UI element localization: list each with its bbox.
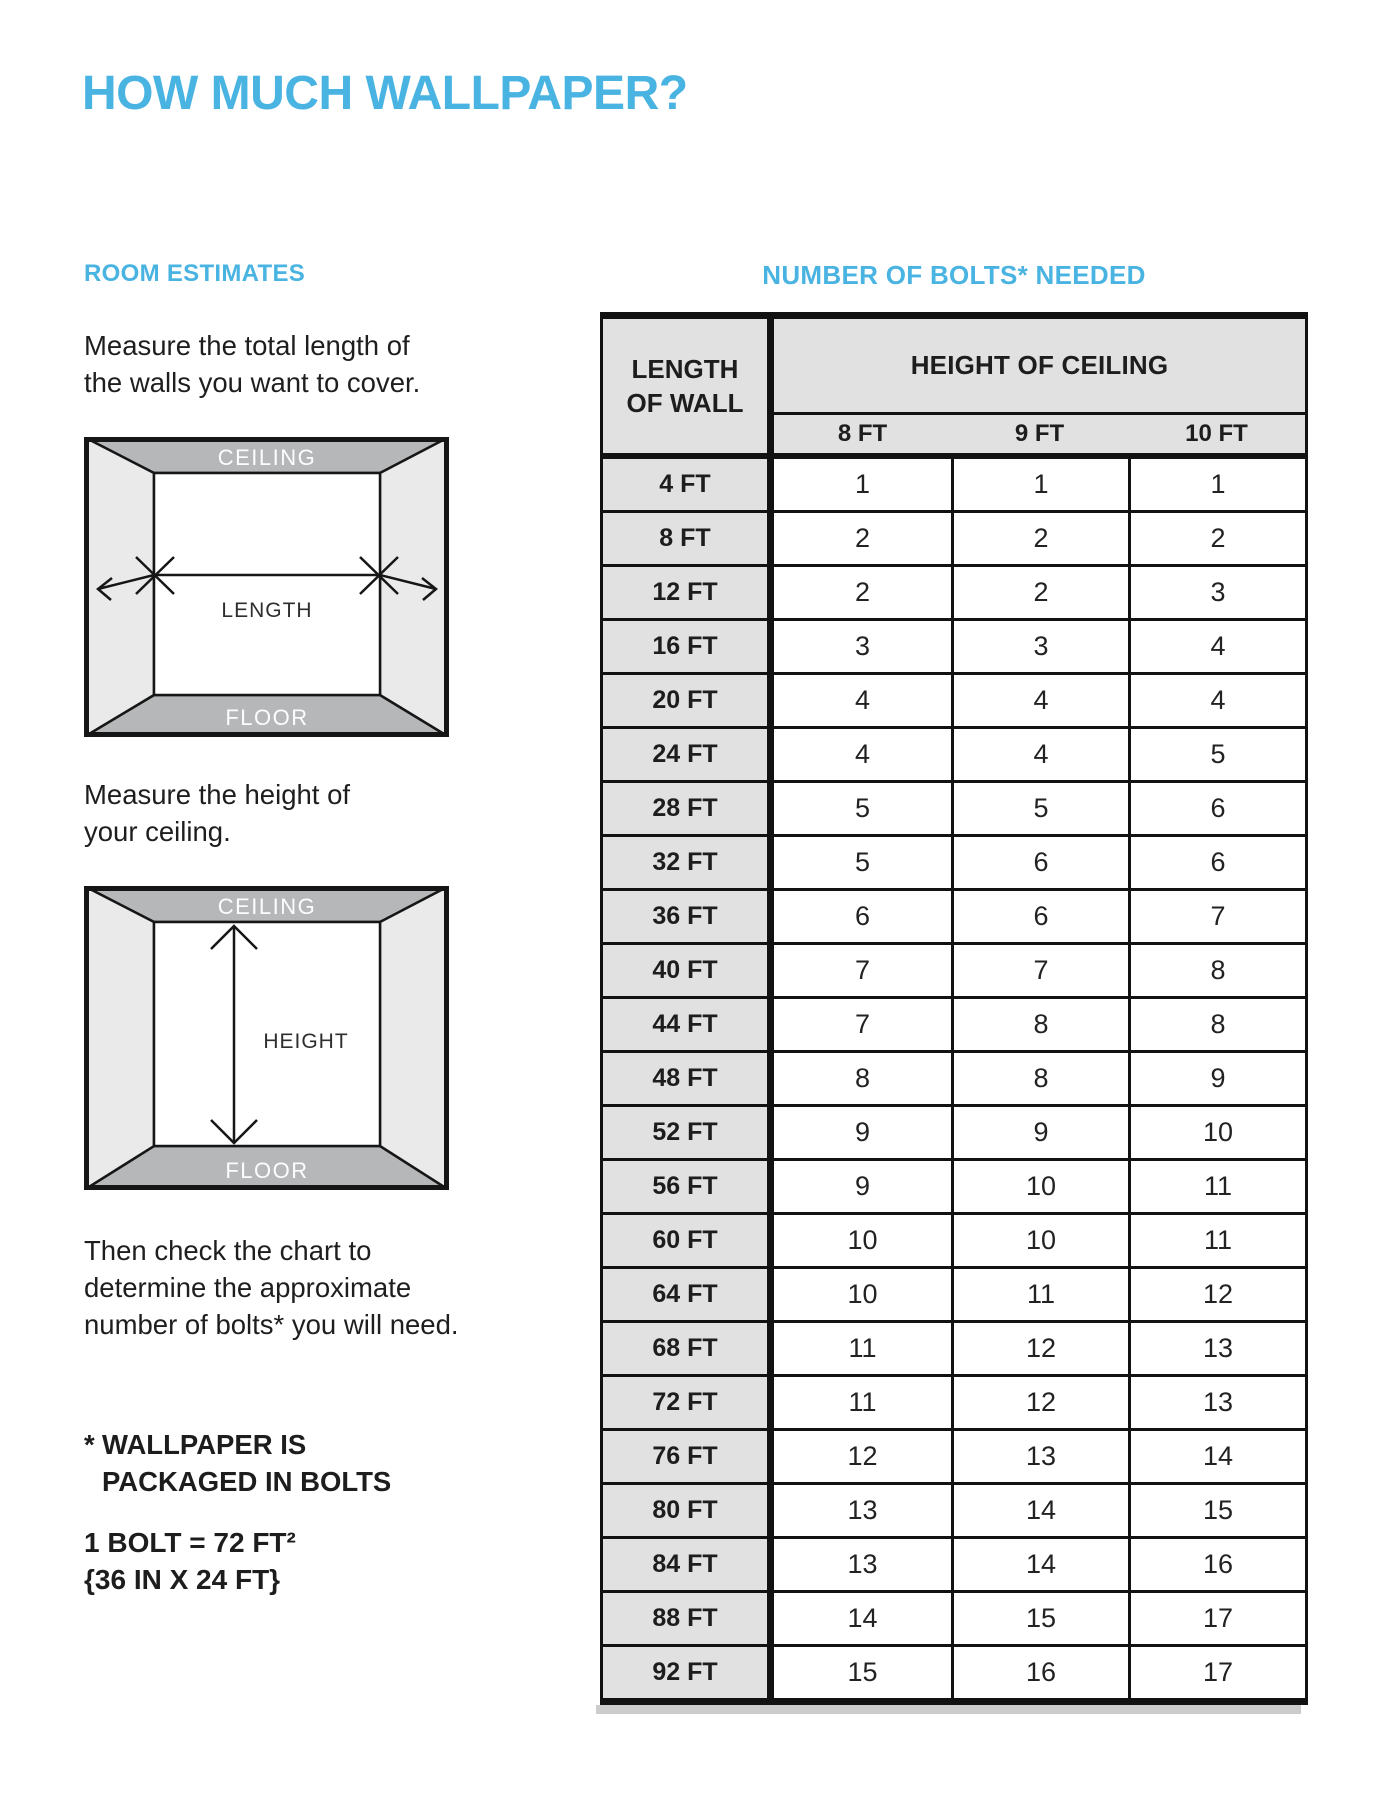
bolt-size-info xyxy=(84,1524,296,1598)
row-label-cell: 4 FT xyxy=(603,459,774,510)
col-header-8ft: 8 FT xyxy=(837,420,888,447)
row-label-cell: 8 FT xyxy=(603,513,774,564)
row-label-cell: 28 FT xyxy=(603,783,774,834)
value-cell-9ft: 6 xyxy=(951,837,1128,888)
instruction-line: determine the approximate xyxy=(84,1272,412,1303)
value-cell-8ft: 6 xyxy=(854,901,871,931)
value-cell-9ft: 2 xyxy=(951,513,1128,564)
table-row xyxy=(603,1269,1305,1323)
row-label-cell: 44 FT xyxy=(603,999,774,1050)
bolts-needed-heading: NUMBER OF BOLTS* NEEDED xyxy=(762,260,1146,290)
value-cell-8ft: 4 xyxy=(854,685,871,715)
table-row xyxy=(603,621,1305,675)
col-header-10ft: 10 FT xyxy=(1185,420,1248,447)
instruction-line: the walls you want to cover. xyxy=(84,367,421,398)
floor-label: FLOOR xyxy=(225,705,309,730)
value-cell-9ft: 1 xyxy=(951,459,1128,510)
value-cell-8ft: 7 xyxy=(854,955,871,985)
value-cell-8ft: 14 xyxy=(847,1603,878,1633)
row-label-cell: 52 FT xyxy=(603,1107,774,1158)
table-row xyxy=(603,1323,1305,1377)
value-cell-10ft: 1 xyxy=(1128,459,1305,510)
value-cell-9ft: 14 xyxy=(951,1539,1128,1590)
value-cell-8ft: 7 xyxy=(854,1009,871,1039)
instruction-measure-height xyxy=(84,776,350,850)
ceiling-label: CEILING xyxy=(217,894,317,919)
value-cell-10ft: 11 xyxy=(1128,1215,1305,1266)
value-cell-9ft: 6 xyxy=(951,891,1128,942)
table-row xyxy=(603,1593,1305,1647)
value-cell-8ft: 11 xyxy=(848,1333,877,1363)
bolt-footnote xyxy=(84,1426,391,1500)
value-cell-10ft: 2 xyxy=(1128,513,1305,564)
table-body xyxy=(603,459,1305,1698)
value-cell-9ft: 4 xyxy=(951,729,1128,780)
row-label-cell: 20 FT xyxy=(603,675,774,726)
value-cell-10ft: 10 xyxy=(1128,1107,1305,1158)
table-row xyxy=(603,1647,1305,1698)
value-cell-10ft: 4 xyxy=(1128,621,1305,672)
row-label-cell: 64 FT xyxy=(603,1269,774,1320)
value-cell-10ft: 17 xyxy=(1128,1647,1305,1698)
room-estimates-heading: ROOM ESTIMATES xyxy=(84,260,306,287)
floor-label: FLOOR xyxy=(225,1158,309,1183)
ceiling-height-columns xyxy=(774,415,1305,453)
footnote-line: WALLPAPER IS xyxy=(102,1429,307,1460)
bolt-equation: 1 BOLT = 72 FT² xyxy=(84,1527,296,1558)
value-cell-10ft: 15 xyxy=(1128,1485,1305,1536)
table-row xyxy=(603,783,1305,837)
table-row xyxy=(603,1431,1305,1485)
bolts-table xyxy=(600,312,1308,1705)
room-height-diagram xyxy=(84,886,449,1190)
value-cell-10ft: 4 xyxy=(1128,675,1305,726)
row-label-cell: 80 FT xyxy=(603,1485,774,1536)
value-cell-8ft: 11 xyxy=(848,1387,877,1417)
row-label-cell: 40 FT xyxy=(603,945,774,996)
value-cell-9ft: 14 xyxy=(951,1485,1128,1536)
table-row xyxy=(603,1215,1305,1269)
value-cell-9ft: 5 xyxy=(951,783,1128,834)
value-cell-9ft: 12 xyxy=(951,1323,1128,1374)
asterisk: * xyxy=(84,1429,95,1460)
value-cell-8ft: 2 xyxy=(854,523,871,553)
value-cell-8ft: 13 xyxy=(847,1549,878,1579)
table-row xyxy=(603,1107,1305,1161)
row-label-cell: 16 FT xyxy=(603,621,774,672)
value-cell-8ft: 1 xyxy=(854,469,871,499)
value-cell-8ft: 8 xyxy=(854,1063,871,1093)
table-row xyxy=(603,1539,1305,1593)
table-row xyxy=(603,459,1305,513)
header-line: OF WALL xyxy=(626,388,744,418)
value-cell-8ft: 9 xyxy=(854,1171,871,1201)
value-cell-8ft: 2 xyxy=(854,577,871,607)
instruction-measure-length xyxy=(84,327,420,401)
instruction-line: Measure the height of xyxy=(84,779,351,810)
value-cell-10ft: 17 xyxy=(1128,1593,1305,1644)
row-label-cell: 72 FT xyxy=(603,1377,774,1428)
value-cell-8ft: 10 xyxy=(847,1279,878,1309)
value-cell-10ft: 8 xyxy=(1128,999,1305,1050)
value-cell-8ft: 5 xyxy=(854,847,871,877)
value-cell-10ft: 8 xyxy=(1128,945,1305,996)
value-cell-9ft: 3 xyxy=(951,621,1128,672)
value-cell-10ft: 3 xyxy=(1128,567,1305,618)
row-label-cell: 56 FT xyxy=(603,1161,774,1212)
table-row xyxy=(603,1485,1305,1539)
table-row xyxy=(603,1161,1305,1215)
length-label: LENGTH xyxy=(221,599,313,622)
value-cell-10ft: 6 xyxy=(1128,837,1305,888)
value-cell-9ft: 15 xyxy=(951,1593,1128,1644)
value-cell-9ft: 9 xyxy=(951,1107,1128,1158)
row-label-cell: 68 FT xyxy=(603,1323,774,1374)
col-header-9ft: 9 FT xyxy=(1014,420,1065,447)
instruction-line: number of bolts* you will need. xyxy=(84,1309,459,1340)
value-cell-10ft: 9 xyxy=(1128,1053,1305,1104)
table-row xyxy=(603,891,1305,945)
value-cell-8ft: 5 xyxy=(854,793,871,823)
value-cell-9ft: 8 xyxy=(951,1053,1128,1104)
row-label-cell: 84 FT xyxy=(603,1539,774,1590)
table-row xyxy=(603,675,1305,729)
value-cell-10ft: 6 xyxy=(1128,783,1305,834)
header-line: LENGTH xyxy=(631,354,739,384)
value-cell-8ft: 3 xyxy=(854,631,871,661)
table-row xyxy=(603,837,1305,891)
value-cell-10ft: 12 xyxy=(1128,1269,1305,1320)
value-cell-8ft: 10 xyxy=(847,1225,878,1255)
row-label-cell: 60 FT xyxy=(603,1215,774,1266)
value-cell-9ft: 8 xyxy=(951,999,1128,1050)
row-label-cell: 32 FT xyxy=(603,837,774,888)
value-cell-8ft: 4 xyxy=(854,739,871,769)
table-row xyxy=(603,1377,1305,1431)
value-cell-9ft: 4 xyxy=(951,675,1128,726)
table-row xyxy=(603,1053,1305,1107)
value-cell-9ft: 10 xyxy=(951,1215,1128,1266)
value-cell-10ft: 13 xyxy=(1128,1377,1305,1428)
value-cell-8ft: 9 xyxy=(854,1117,871,1147)
row-label-cell: 76 FT xyxy=(603,1431,774,1482)
row-label-cell: 48 FT xyxy=(603,1053,774,1104)
value-cell-9ft: 2 xyxy=(951,567,1128,618)
value-cell-10ft: 13 xyxy=(1128,1323,1305,1374)
value-cell-9ft: 7 xyxy=(951,945,1128,996)
table-row xyxy=(603,513,1305,567)
page-title: HOW MUCH WALLPAPER? xyxy=(82,67,688,120)
left-wall xyxy=(84,886,154,1190)
table-row xyxy=(603,729,1305,783)
instruction-line: Measure the total length of xyxy=(84,330,410,361)
value-cell-8ft: 12 xyxy=(847,1441,878,1471)
value-cell-9ft: 13 xyxy=(951,1431,1128,1482)
value-cell-9ft: 10 xyxy=(951,1161,1128,1212)
row-label-cell: 88 FT xyxy=(603,1593,774,1644)
value-cell-9ft: 11 xyxy=(951,1269,1128,1320)
value-cell-9ft: 16 xyxy=(951,1647,1128,1698)
row-label-cell: 12 FT xyxy=(603,567,774,618)
table-row xyxy=(603,945,1305,999)
table-row xyxy=(603,567,1305,621)
value-cell-9ft: 12 xyxy=(951,1377,1128,1428)
value-cell-10ft: 14 xyxy=(1128,1431,1305,1482)
footnote-line: PACKAGED IN BOLTS xyxy=(102,1466,392,1497)
value-cell-10ft: 5 xyxy=(1128,729,1305,780)
right-wall xyxy=(380,886,449,1190)
value-cell-10ft: 11 xyxy=(1128,1161,1305,1212)
height-of-ceiling-header: HEIGHT OF CEILING xyxy=(774,319,1305,415)
instruction-line: your ceiling. xyxy=(84,816,231,847)
value-cell-10ft: 7 xyxy=(1128,891,1305,942)
length-of-wall-header xyxy=(603,319,774,453)
height-label: HEIGHT xyxy=(263,1030,349,1053)
row-label-cell: 36 FT xyxy=(603,891,774,942)
row-label-cell: 24 FT xyxy=(603,729,774,780)
bolt-dimensions: {36 IN X 24 FT} xyxy=(84,1564,281,1595)
row-label-cell: 92 FT xyxy=(603,1647,774,1698)
table-header xyxy=(603,319,1305,459)
room-length-diagram xyxy=(84,437,449,737)
back-wall xyxy=(154,473,380,695)
value-cell-8ft: 15 xyxy=(847,1657,878,1687)
instruction-check-chart xyxy=(84,1232,459,1343)
ceiling-label: CEILING xyxy=(217,445,317,470)
table-row xyxy=(603,999,1305,1053)
value-cell-8ft: 13 xyxy=(847,1495,878,1525)
value-cell-10ft: 16 xyxy=(1128,1539,1305,1590)
instruction-line: Then check the chart to xyxy=(84,1235,372,1266)
